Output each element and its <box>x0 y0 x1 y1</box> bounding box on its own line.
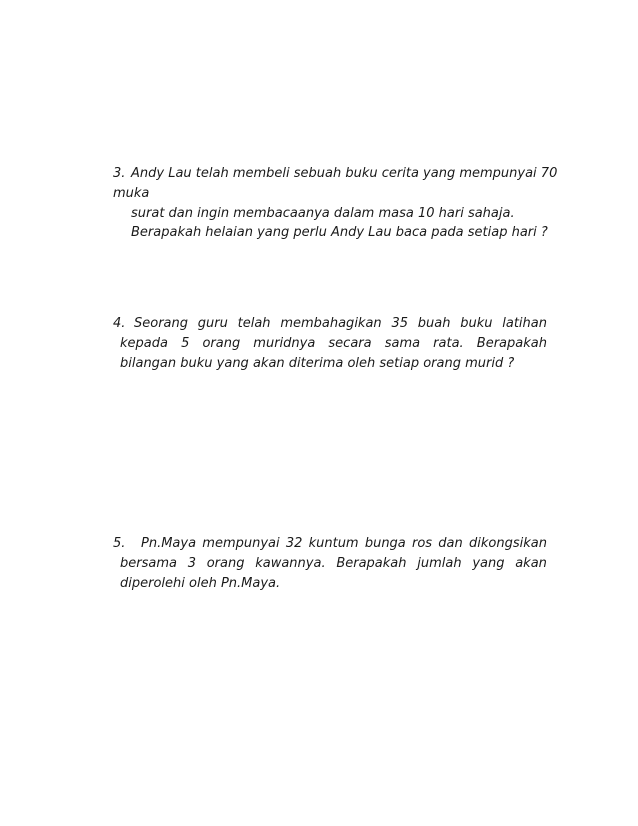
question-3-number: 3. <box>113 166 126 181</box>
question-4-line-1 <box>134 316 547 332</box>
word: 3 <box>187 556 196 571</box>
word: dikongsikan <box>468 536 547 551</box>
word: buah <box>417 316 451 331</box>
word: bersama <box>120 556 177 571</box>
word: kawannya. <box>255 556 326 571</box>
word: rata. <box>433 336 464 351</box>
question-3-line-1: Andy Lau telah membeli sebuah buku cerita yang mempunyai 70 <box>131 166 558 181</box>
word: sama <box>384 336 421 351</box>
word: Seorang <box>134 316 189 331</box>
word: kuntum <box>308 536 359 551</box>
word: Pn.Maya <box>141 536 197 551</box>
word: secara <box>328 336 372 351</box>
word: muridnya <box>253 336 316 351</box>
question-5-number: 5. <box>113 536 126 551</box>
word: orang <box>202 336 241 351</box>
word: telah <box>237 316 271 331</box>
question-4-line-3: bilangan buku yang akan diterima oleh setiap orang murid ? <box>120 356 515 371</box>
question-3-line-4: Berapakah helaian yang perlu Andy Lau baca pada setiap hari ? <box>131 225 548 240</box>
word: akan <box>515 556 547 571</box>
word: jumlah <box>417 556 462 571</box>
word: membahagikan <box>280 316 382 331</box>
question-3-line-3: surat dan ingin membacaanya dalam masa 10 hari sahaja. <box>131 206 515 221</box>
word: mempunyai <box>202 536 280 551</box>
word: buku <box>460 316 493 331</box>
word: 35 <box>391 316 408 331</box>
word: 32 <box>285 536 303 551</box>
word: bunga <box>364 536 406 551</box>
question-4-line-2 <box>120 336 547 352</box>
question-4-number: 4. <box>113 316 126 331</box>
word: Berapakah <box>336 556 407 571</box>
word: ros <box>412 536 433 551</box>
word: Berapakah <box>476 336 547 351</box>
question-5-line-3: diperolehi oleh Pn.Maya. <box>120 576 281 591</box>
question-3-line-2: muka <box>113 186 150 201</box>
word: kepada <box>120 336 168 351</box>
word: yang <box>472 556 505 571</box>
word: dan <box>438 536 463 551</box>
word: guru <box>197 316 228 331</box>
word: latihan <box>502 316 547 331</box>
word: 5 <box>181 336 190 351</box>
word: orang <box>206 556 245 571</box>
question-5-line-2 <box>120 556 547 572</box>
question-5-line-1 <box>141 536 547 552</box>
